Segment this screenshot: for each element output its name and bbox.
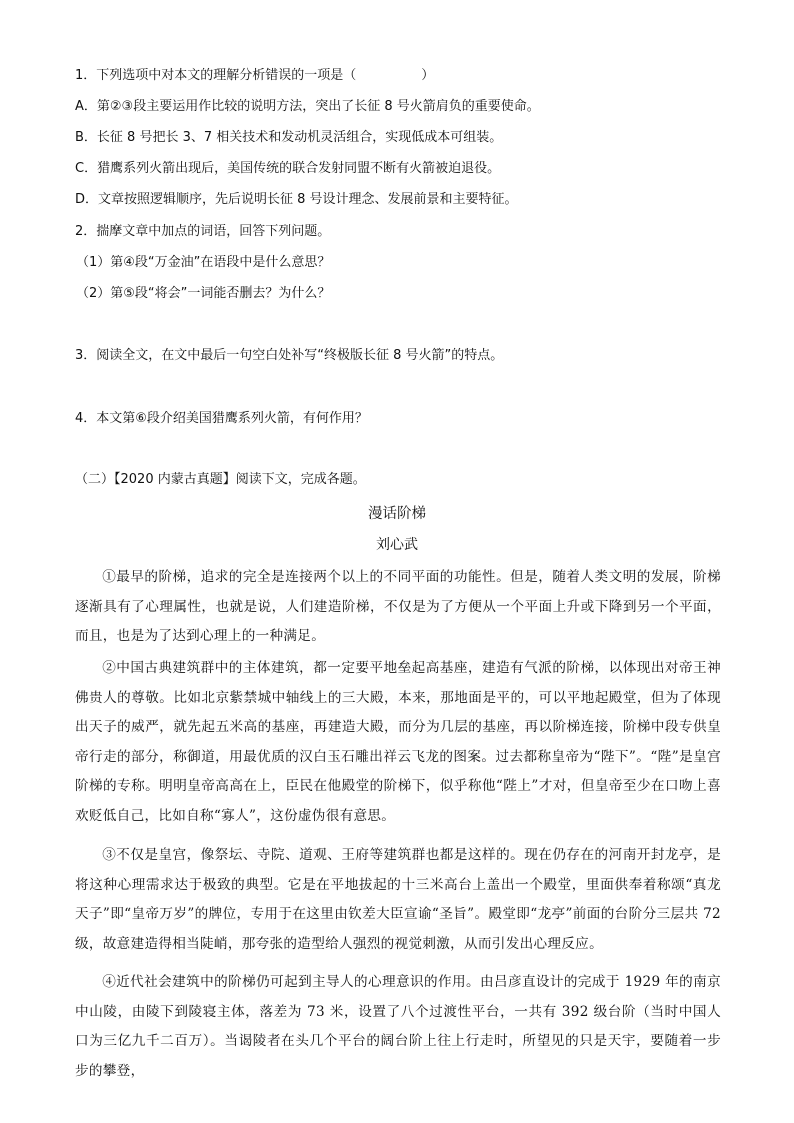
question-2-part-1: （1）第④段“万金油”在语段中是什么意思？	[76, 255, 331, 270]
question-2: 2．揣摩文章中加点的词语，回答下列问题。	[75, 224, 331, 239]
article-author: 刘心武	[376, 537, 418, 553]
question-3: 3．阅读全文，在文中最后一句空白处补写“终极版长征 8 号火箭”的特点。	[75, 348, 504, 363]
section-heading: （二）【2020 内蒙古真题】阅读下文，完成各题。	[75, 472, 366, 487]
question-1-option-c: C．猎鹰系列火箭出现后，美国传统的联合发射同盟不断有火箭被迫退役。	[75, 161, 501, 176]
article-paragraph-2: ②中国古典建筑群中的主体建筑，都一定要平地垒起高基座，建造有气派的阶梯，以体现出对帝王神佛贵人的尊敬。比如北京紫禁城中轴线上的三大殿，本来，那地面是平的，可以平地起殿堂，但为了体现出天子的威严，就先起五米高的基座，再建造大殿，而分为几层的基座，再以阶梯连接，阶梯中段专供皇帝行走的部分，称御道，用最优质的汉白玉石雕出祥云飞龙的图案。过去都称皇帝为“陛下”。“陛”是皇宫阶梯的专称。明明皇帝高高在上，臣民在他殿堂的阶梯下，似乎称他“陛上”才对，但皇帝至少在口吻上喜欢贬低自己，比如自称“寡人”，这份虚伪很有意思。	[75, 660, 721, 824]
question-1-option-a: A．第②③段主要运用作比较的说明方法，突出了长征 8 号火箭肩负的重要使命。	[75, 99, 540, 114]
question-1: 1．下列选项中对本文的理解分析错误的一项是（ ）	[75, 68, 435, 83]
question-2-part-2: （2）第⑤段“将会”一词能否删去？为什么？	[76, 286, 331, 301]
question-4: 4．本文第⑥段介绍美国猎鹰系列火箭，有何作用？	[75, 411, 368, 426]
article-paragraph-4: ④近代社会建筑中的阶梯仍可起到主导人的心理意识的作用。由吕彦直设计的完成于 1929 年的南京中山陵，由陵下到陵寝主体，落差为 73 米，设置了八个过渡性平台，一共有 392 级台阶（当时中国人口为三亿九千二百万）。当谒陵者在头几个平台的阔台阶上往上行走时，所望见的只是天宇，要随着一步步的攀登，	[75, 974, 721, 1079]
article-title: 漫话阶梯	[368, 506, 426, 522]
question-1-option-d: D．文章按照逻辑顺序，先后说明长征 8 号设计理念、发展前景和主要特征。	[75, 192, 518, 207]
question-1-option-b: B．长征 8 号把长 3、7 相关技术和发动机灵活组合，实现低成本可组装。	[75, 130, 503, 145]
article-paragraph-3: ③不仅是皇宫，像祭坛、寺院、道观、王府等建筑群也都是这样的。现在仍存在的河南开封龙亭，是将这种心理需求达于极致的典型。它是在平地拔起的十三米高台上盖出一个殿堂，里面供奉着称颂“真龙天子”即“皇帝万岁”的牌位，专用于在这里由钦差大臣宣谕“圣旨”。殿堂即“龙亭”前面的台阶分三层共 72 级，故意建造得相当陡峭，那夸张的造型给人强烈的视觉刺激，从而引发出心理反应。	[75, 847, 721, 952]
article-paragraph-1: ①最早的阶梯，追求的完全是连接两个以上的不同平面的功能性。但是，随着人类文明的发展，阶梯逐渐具有了心理属性，也就是说，人们建造阶梯，不仅是为了方便从一个平面上升或下降到另一个平面，而且，也是为了达到心理上的一种满足。	[75, 569, 721, 644]
